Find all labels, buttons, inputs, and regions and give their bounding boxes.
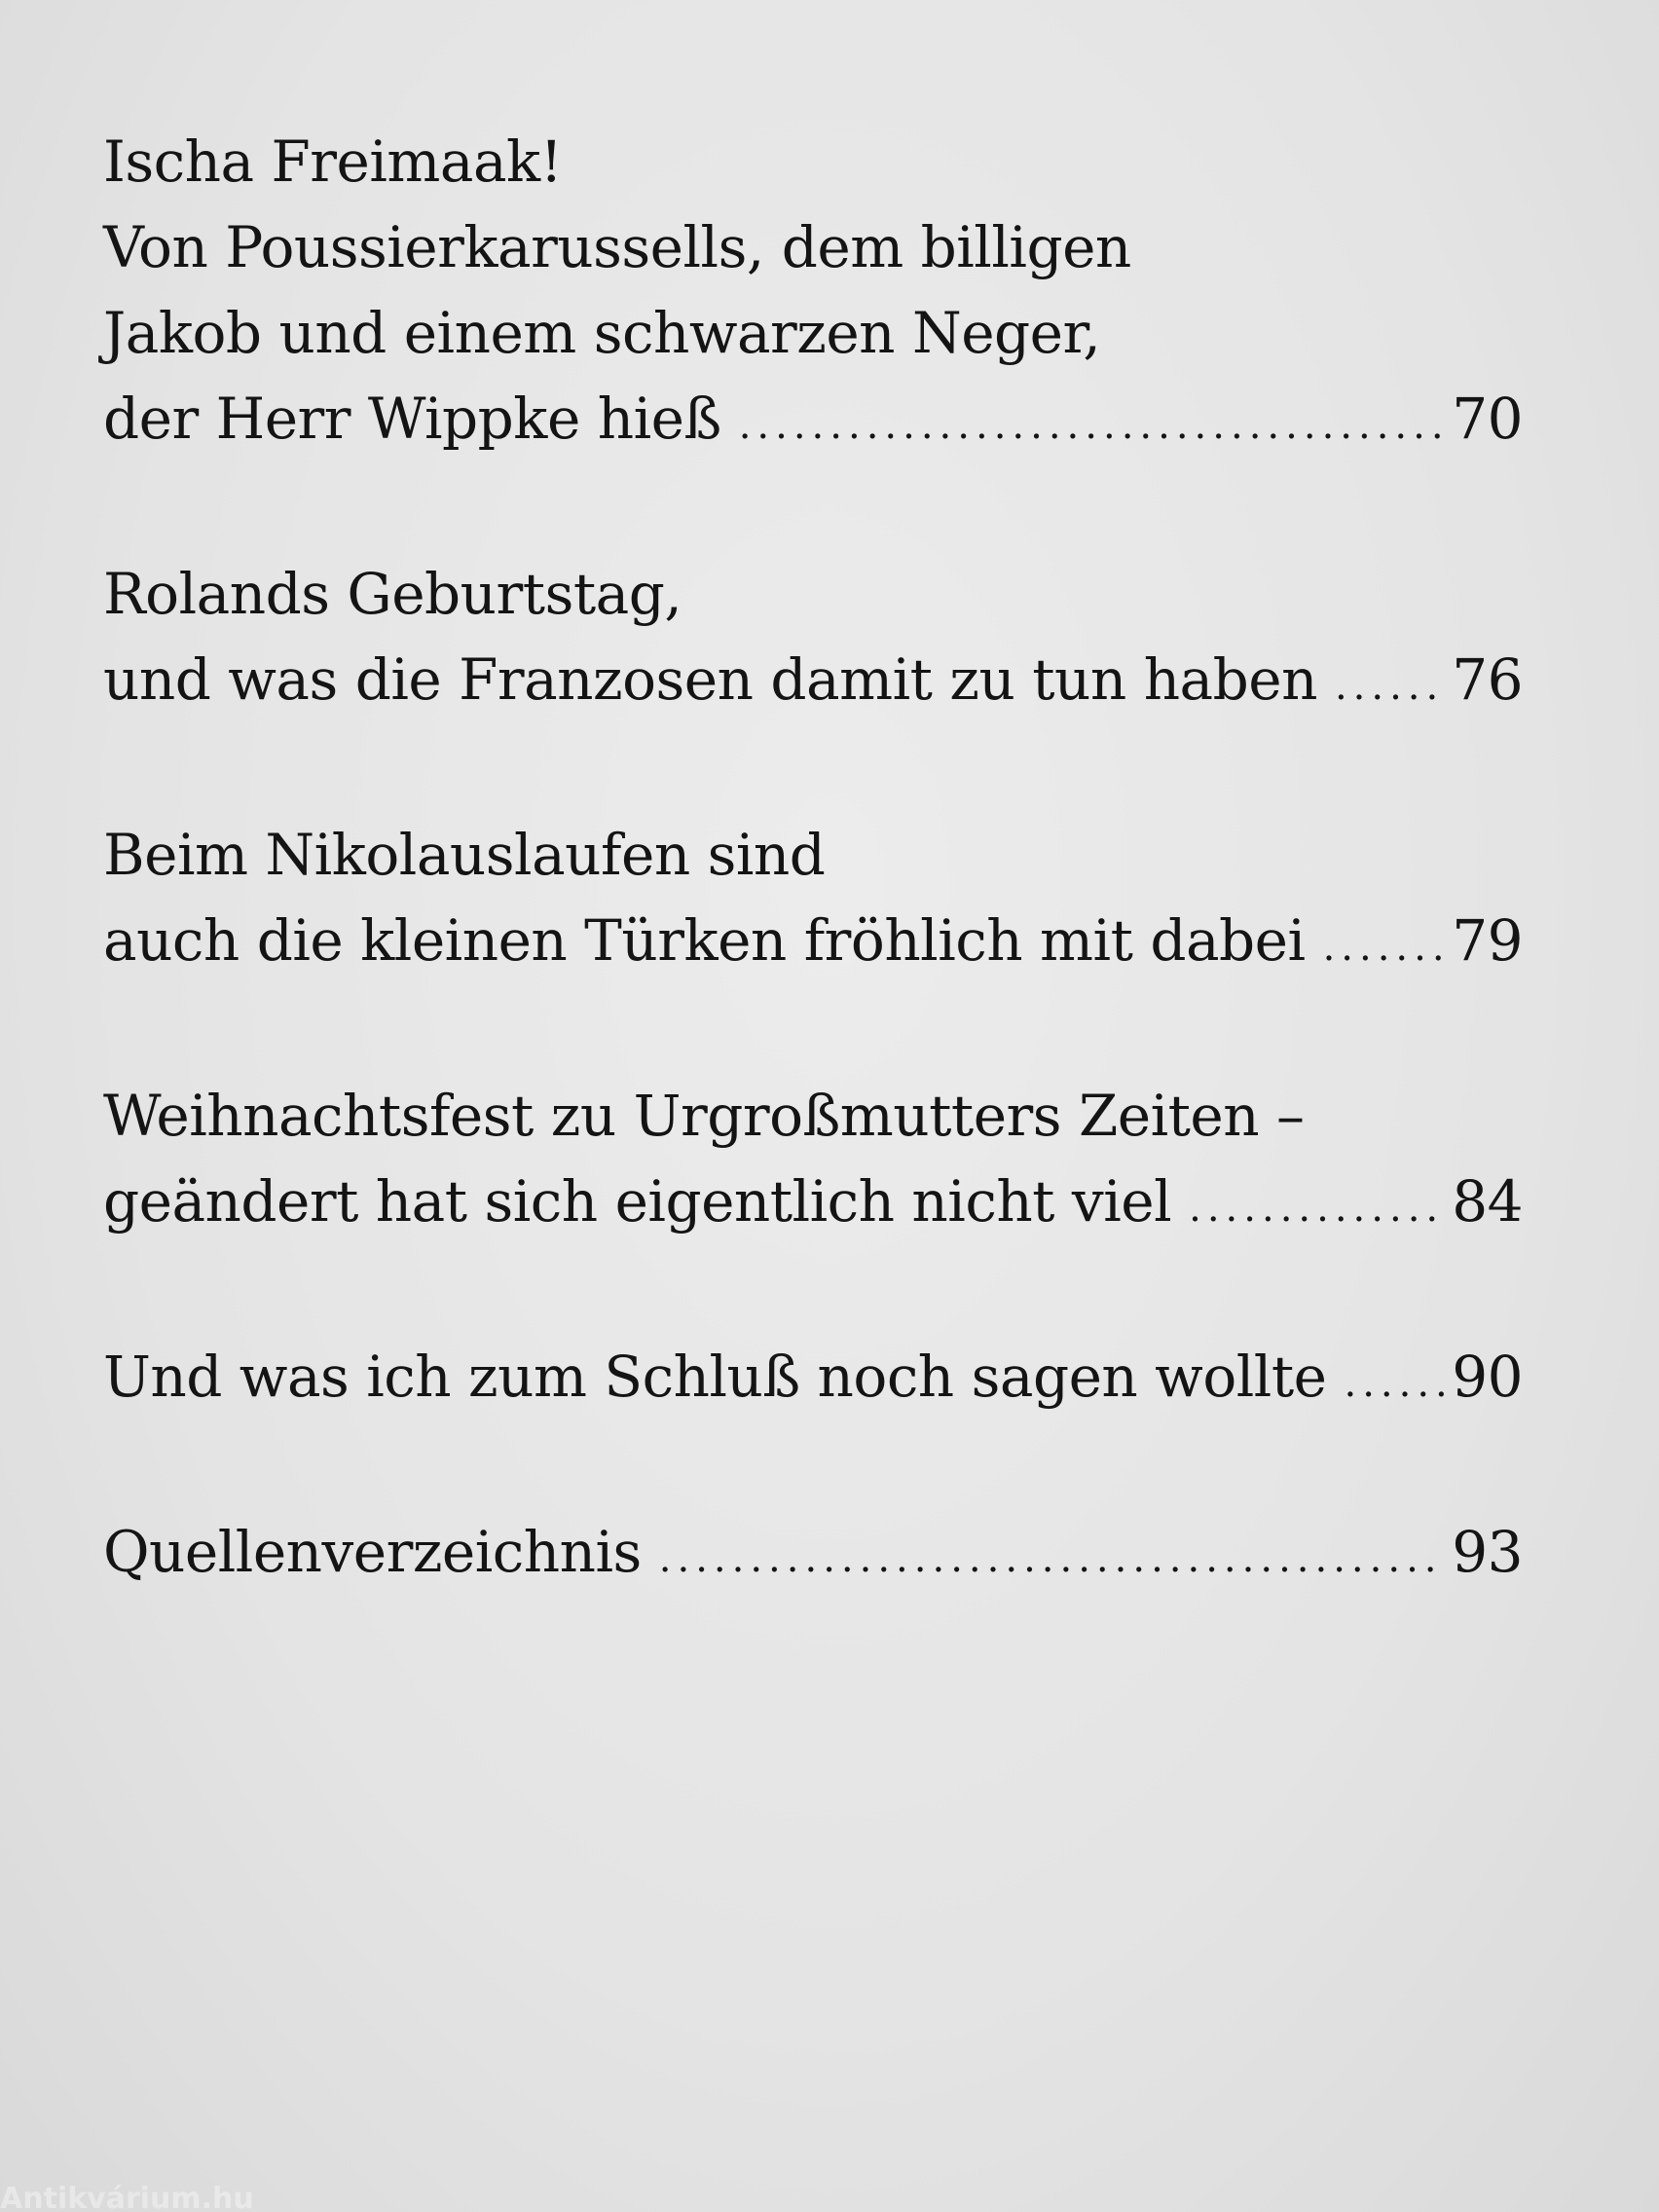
dot-leader <box>1323 904 1445 990</box>
toc-entry-last-line <box>103 376 1523 461</box>
toc-entry-title: auch die kleinen Türken fröhlich mit dabei <box>103 907 1306 974</box>
toc-entry-line: Beim Nikolauslaufen sind <box>103 822 826 888</box>
toc-entry <box>103 1334 1523 1419</box>
page-number: 70 <box>1452 386 1523 452</box>
dot-leader <box>1335 644 1444 729</box>
table-of-contents <box>103 119 1523 1684</box>
page-number: 84 <box>1452 1168 1523 1235</box>
page-number: 90 <box>1452 1344 1523 1410</box>
dot-leader <box>739 383 1445 468</box>
toc-entry-last-line <box>103 898 1523 983</box>
toc-entry-line: Weihnachtsfest zu Urgroßmutters Zeiten – <box>103 1083 1305 1149</box>
page-number: 93 <box>1452 1519 1523 1585</box>
page-number: 76 <box>1452 646 1523 713</box>
dot-leader <box>1344 1341 1444 1426</box>
toc-entry <box>103 1073 1523 1244</box>
dot-leader <box>1189 1165 1444 1251</box>
toc-entry-last-line <box>103 637 1523 722</box>
toc-entry-line: Jakob und einem schwarzen Neger, <box>103 300 1101 366</box>
toc-entry-line: Ischa Freimaak! <box>103 129 563 195</box>
watermark: Antikvárium.hu <box>0 2183 254 2212</box>
toc-entry-title: und was die Franzosen damit zu tun haben <box>103 646 1317 713</box>
toc-entry <box>103 551 1523 722</box>
toc-entry-title: Quellenverzeichnis <box>103 1519 642 1585</box>
toc-entry-line: Rolands Geburtstag, <box>103 561 682 627</box>
toc-entry-last-line <box>103 1159 1523 1244</box>
toc-entry-last-line <box>103 1334 1523 1419</box>
toc-entry <box>103 1509 1523 1595</box>
toc-entry <box>103 119 1523 461</box>
toc-entry-line: Von Poussierkarussells, dem billigen <box>103 214 1131 280</box>
toc-entry-last-line <box>103 1509 1523 1595</box>
toc-entry-title: geändert hat sich eigentlich nicht viel <box>103 1168 1172 1235</box>
page-number: 79 <box>1452 907 1523 974</box>
toc-entry-title: der Herr Wippke hieß <box>103 386 721 452</box>
toc-entry <box>103 812 1523 983</box>
toc-entry-title: Und was ich zum Schluß noch sagen wollte <box>103 1344 1327 1410</box>
dot-leader <box>659 1516 1444 1602</box>
